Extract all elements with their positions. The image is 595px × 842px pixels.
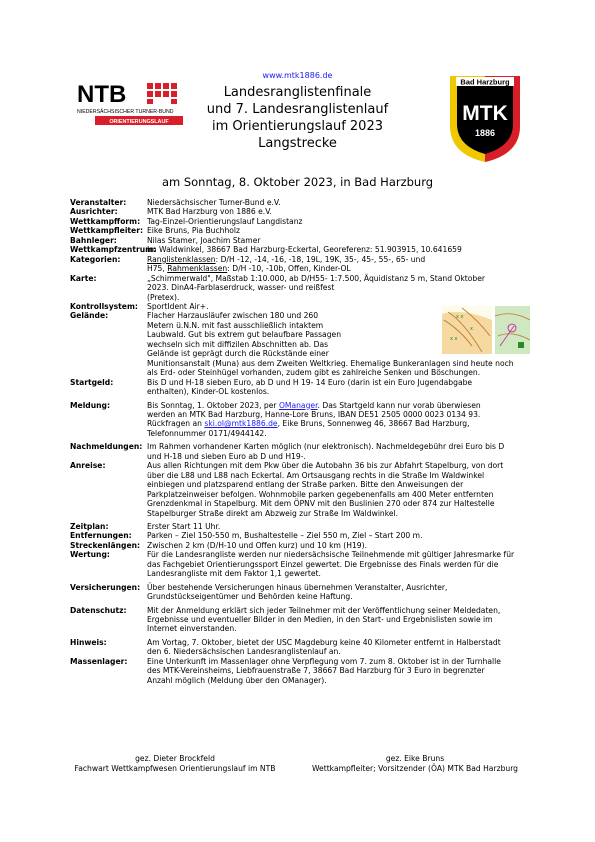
- detail-label: Wettkampfleiter:: [70, 226, 143, 236]
- detail-label: Karte:: [70, 273, 97, 283]
- text-line: einbiegen und platzsparend entlang der Straße parken. Bitte den Anweisungen der: [147, 480, 464, 490]
- signature-role: Wettkampfleiter; Vorsitzender (ÖA) MTK Bad Harzburg: [311, 763, 519, 773]
- detail-label: Streckenlängen:: [70, 540, 141, 550]
- text-line: als Erd- oder Steinhügel vorhanden, zudem gibt es zahlreiche Senken und Böschungen.: [147, 368, 481, 378]
- detail-row-hinweis: [70, 638, 530, 657]
- detail-value: [147, 378, 530, 397]
- signature-left: [60, 754, 290, 773]
- detail-value: Niedersächsischer Turner-Bund e.V.: [147, 198, 281, 207]
- detail-row-kontrollsystem: [70, 302, 530, 311]
- detail-row-massenlager: [70, 657, 530, 685]
- detail-row-veranstalter: [70, 198, 530, 207]
- detail-label: Anreise:: [70, 461, 106, 471]
- detail-value: Parken – Ziel 150-550 m, Bushaltestelle – Ziel 550 m, Ziel – Start 200 m.: [147, 531, 423, 541]
- detail-value: SportIdent Air+.: [147, 301, 209, 311]
- signature-right: [300, 754, 530, 773]
- text-line: Metern ü.N.N. mit fast ausschließlich intaktem: [147, 320, 324, 330]
- signature-name: gez. Dieter Brockfeld: [135, 754, 215, 763]
- detail-row-wettkampfleiter: [70, 226, 530, 235]
- detail-value: Im Waldwinkel, 38667 Bad Harzburg-Eckertal, Georeferenz: 51.903915, 10.641659: [147, 245, 462, 255]
- signature-role: Fachwart Wettkampfwesen Orientierungslauf im NTB: [74, 763, 276, 773]
- detail-label: Startgeld:: [70, 377, 114, 387]
- svg-text:x: x: [470, 326, 473, 332]
- svg-text:NTB: NTB: [77, 81, 127, 108]
- detail-value: Nilas Stamer, Joachim Stamer: [147, 235, 261, 245]
- detail-row-kategorien: [70, 255, 530, 274]
- detail-label: Entfernungen:: [70, 531, 132, 541]
- detail-value: [147, 550, 530, 578]
- ranglistenklassen-value-cont: H75,: [147, 264, 165, 274]
- detail-row-entfernungen: [70, 531, 530, 540]
- text-fragment: . Das Startgeld kann nur vorab überwiesen: [317, 400, 481, 410]
- text-line: Laubwald. Gut bis extrem gut belaufbare Passagen: [147, 330, 342, 340]
- text-line: Ergebnisse und eventueller Bilder in den Medien, in den Start- und Ergebnislisten sowie im: [147, 615, 493, 625]
- event-date: am Sonntag, 8. Oktober 2023, in Bad Harzburg: [161, 175, 434, 189]
- text-line: (Pretex).: [147, 292, 180, 302]
- detail-row-anreise: [70, 461, 530, 518]
- detail-row-meldung: [70, 401, 530, 439]
- text-line: Munitionsanstalt (Muna) aus dem Zweiten Weltkrieg. Ehemalige Bunkeranlagen sind heute noch: [147, 358, 514, 368]
- text-line: Gelände ist geprägt durch die Rückstände einer: [147, 349, 329, 359]
- text-line: Eine Unterkunft im Massenlager ohne Verpflegung vom 7. zum 8. Oktober ist in der Turnhalle: [147, 656, 501, 666]
- detail-label: Versicherungen:: [70, 582, 141, 592]
- detail-value: [147, 638, 530, 657]
- detail-label: Kontrollsystem:: [70, 301, 138, 311]
- detail-row-bahnleger: [70, 236, 530, 245]
- svg-text:1886: 1886: [474, 128, 496, 138]
- detail-label: Datenschutz:: [70, 605, 127, 615]
- ranglistenklassen-label: Ranglistenklassen: [147, 254, 216, 264]
- detail-label: Zeitplan:: [70, 521, 109, 531]
- detail-label: Meldung:: [70, 400, 111, 410]
- detail-value: [147, 583, 530, 602]
- detail-row-karte: [70, 274, 530, 302]
- svg-text:x x: x x: [456, 314, 464, 320]
- detail-value: [147, 442, 530, 461]
- event-title: [140, 84, 455, 152]
- svg-text:Bad Harzburg: Bad Harzburg: [460, 77, 510, 87]
- text-line: Landesrangliste mit dem Faktor 1,1 gewertet.: [147, 569, 321, 579]
- text-line: Telefonnummer 0171/4944142.: [147, 428, 267, 438]
- website-url[interactable]: www.mtk1886.de: [262, 71, 333, 80]
- text-line: „Schimmerwald", Maßstab 1:10.000, ab D/H55- 1:7.500, Äquidistanz 5 m, Stand Oktober: [147, 273, 486, 283]
- detail-label: Kategorien:: [70, 254, 121, 264]
- rahmenklassen-value: : D/H -10, -10b, Offen, Kinder-OL: [227, 264, 351, 274]
- detail-label: Hinweis:: [70, 637, 107, 647]
- omanager-link[interactable]: OManager: [278, 400, 318, 410]
- title-line: Langstrecke: [258, 136, 337, 151]
- detail-row-ausrichter: [70, 207, 530, 216]
- text-line: das Fachgebiet Orientierungssport Einzel gewertet. Die Ergebnisse des Finals werden für die: [147, 559, 499, 569]
- signature-name: gez. Eike Bruns: [385, 754, 445, 763]
- text-line: Aus allen Richtungen mit dem Pkw über die Autobahn 36 bis zur Abfahrt Stapelburg, von dort: [147, 461, 504, 471]
- detail-label: Wettkampfform:: [70, 216, 141, 226]
- svg-text:NIEDERSÄCHSISCHER TURNER-BUND: NIEDERSÄCHSISCHER TURNER-BUND: [77, 109, 174, 115]
- email-link[interactable]: ski.ol@mtk1886.de: [204, 419, 278, 429]
- text-line: 2023. DinA4-Farblaserdruck, wasser- und reißfest: [147, 283, 335, 293]
- detail-value: Eike Bruns, Pia Buchholz: [147, 226, 241, 236]
- detail-row-zentrum: [70, 245, 530, 254]
- text-line: werden an MTK Bad Harzburg, Hanne-Lore Bruns, IBAN DE51 2505 0000 0023 0134 93.: [147, 409, 481, 419]
- text-line: über die L88 und L88 nach Eckertal. Am Ortsausgang rechts in die Straße Im Waldwinkel: [147, 470, 485, 480]
- detail-label: Nachmeldungen:: [70, 442, 143, 452]
- event-details: [70, 198, 530, 685]
- detail-label: Bahnleger:: [70, 235, 117, 245]
- detail-label: Massenlager:: [70, 656, 128, 666]
- detail-value: [147, 274, 530, 302]
- text-line: Mit der Anmeldung erklärt sich jeder Teilnehmer mit der Veröffentlichung seiner Meldedaten,: [147, 605, 501, 615]
- detail-value: Tag-Einzel-Orientierungslauf Langdistanz: [147, 216, 303, 226]
- ranglistenklassen-value: : D/H -12, -14, -16, -18, 19L, 19K, 35-, 45-, 55-, 65- und: [215, 254, 426, 264]
- detail-value: [147, 401, 530, 439]
- detail-value: MTK Bad Harzburg von 1886 e.V.: [147, 207, 272, 217]
- text-line: Flacher Harzausläufer zwischen 180 und 260: [147, 311, 319, 321]
- title-line: Landesranglistenfinale: [223, 85, 372, 100]
- title-line: und 7. Landesranglistenlauf: [206, 102, 389, 117]
- detail-value: [147, 657, 530, 685]
- text-line: Grenzdenkmal in Stapelburg. Mit dem ÖPNV mit den Buslinien 270 oder 874 zur Haltestelle: [147, 499, 495, 509]
- svg-text:ORIENTIERUNGSLAUF: ORIENTIERUNGSLAUF: [109, 119, 169, 125]
- detail-row-wertung: [70, 550, 530, 578]
- detail-row-wettkampfform: [70, 217, 530, 226]
- detail-row-datenschutz: [70, 606, 530, 634]
- text-line: Stapelburger Straße direkt am Abzweig zur Straße Im Waldwinkel.: [147, 508, 399, 518]
- text-line: und H-18 und sieben Euro ab D und H19-.: [147, 451, 306, 461]
- detail-label: Ausrichter:: [70, 207, 118, 217]
- detail-label: Gelände:: [70, 311, 109, 321]
- detail-value: [147, 461, 530, 518]
- text-line: enthalten), Kinder-OL kostenlos.: [147, 387, 270, 397]
- detail-value: [147, 606, 530, 634]
- text-line: Über bestehende Versicherungen hinaus übernehmen Veranstalter, Ausrichter,: [147, 582, 448, 592]
- text-line: Internet einverstanden.: [147, 624, 237, 634]
- detail-value: [147, 255, 530, 274]
- detail-row-streckenlaengen: [70, 541, 530, 550]
- detail-value: [147, 311, 530, 377]
- text-line: des MTK-Vereinsheims, Liebfrauenstraße 7, 38667 Bad Harzburg für 3 Euro in begrenzter: [147, 666, 485, 676]
- text-line: Für die Landesrangliste werden nur niedersächsische Teilnehmende mit gültiger Jahresmarke für: [147, 550, 515, 560]
- detail-label: Wertung:: [70, 550, 110, 560]
- svg-text:MTK: MTK: [462, 102, 508, 125]
- detail-row-gelaende: [70, 311, 530, 377]
- svg-text:x x: x x: [450, 336, 458, 342]
- text-line: den 6. Niedersächsischen Landesranglistenlauf an.: [147, 647, 341, 657]
- text-line: Im Rahmen vorhandener Karten möglich (nur elektronisch). Nachmeldegebühr drei Euro bis D: [147, 442, 505, 452]
- detail-row-startgeld: [70, 378, 530, 397]
- detail-value: Erster Start 11 Uhr.: [147, 521, 221, 531]
- text-line: Grundstückseigentümer und Behörden keine Haftung.: [147, 592, 353, 602]
- text-line: Anzahl möglich (Meldung über den OManager).: [147, 675, 327, 685]
- text-line: Am Vortag, 7. Oktober, bietet der USC Magdeburg keine 40 Kilometer entfernt in Halberstadt: [147, 637, 501, 647]
- detail-row-zeitplan: [70, 522, 530, 531]
- mtk-crest-logo: [448, 74, 522, 164]
- text-line: Bis D und H-18 sieben Euro, ab D und H 19- 14 Euro (darin ist ein Euro Jugendabgabe: [147, 377, 473, 387]
- detail-value: Zwischen 2 km (D/H-10 und Offen kurz) und 10 km (H19).: [147, 540, 367, 550]
- rahmenklassen-label: Rahmenklassen: [167, 264, 228, 274]
- detail-row-versicherungen: [70, 583, 530, 602]
- text-fragment: , Eike Bruns, Sonnenweg 46, 38667 Bad Harzburg,: [277, 419, 470, 429]
- text-fragment: Rückfragen an: [147, 419, 205, 429]
- text-fragment: Bis Sonntag, 1. Oktober 2023, per: [147, 400, 279, 410]
- text-line: wechseln sich mit diffizilen Abschnitten ab. Das: [147, 339, 329, 349]
- title-line: im Orientierungslauf 2023: [212, 119, 383, 134]
- detail-label: Veranstalter:: [70, 198, 127, 207]
- detail-row-nachmeldungen: [70, 442, 530, 461]
- detail-label: Wettkampfzentrum:: [70, 245, 157, 255]
- text-line: Parkplatzeinweiser befolgen. Wohnmobile parken gegebenenfalls am 400 Meter entfernten: [147, 489, 494, 499]
